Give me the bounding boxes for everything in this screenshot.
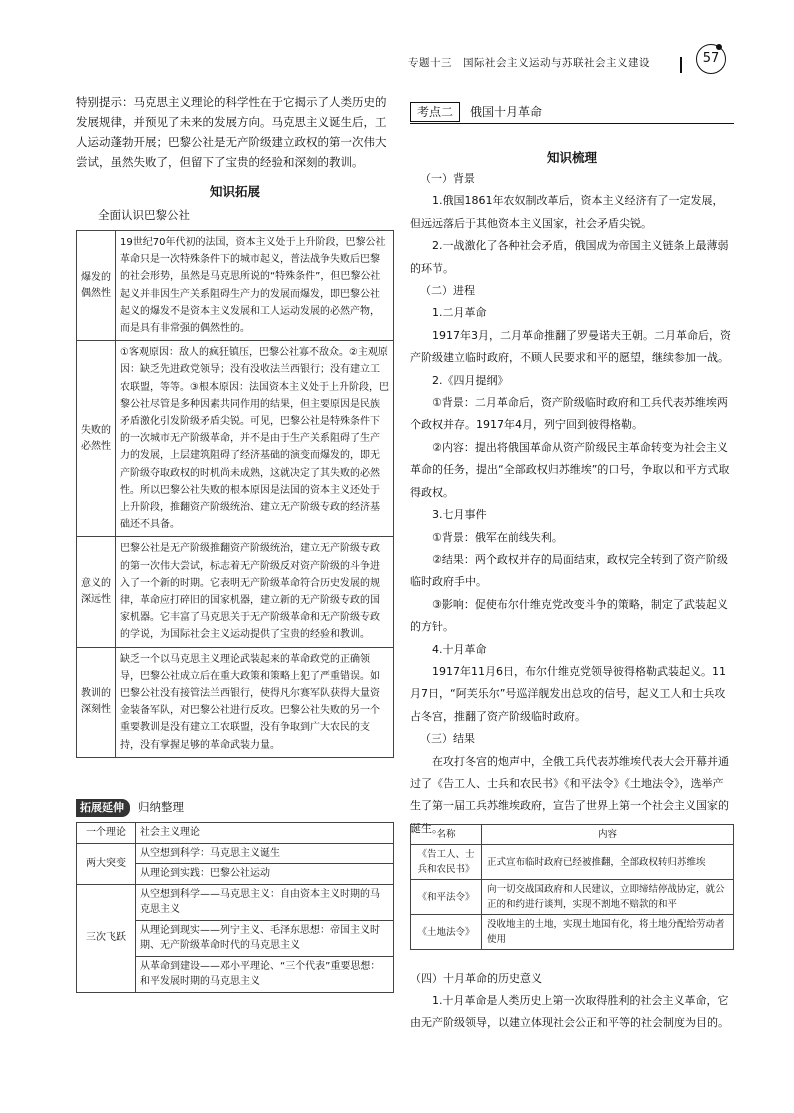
row-body: ①客观原因：敌人的疯狂镇压，巴黎公社寡不敌众。②主观原因：缺乏先进政党领导；没有没收法兰西银行；没有建立工农联盟，等等。③根本原因：法国资本主义处于上升阶段，巴黎公社尽管是多种因素共同作用的结果，但主要原因是民族矛盾激化引发阶级矛盾尖锐。可见，巴黎公社是特殊条件下的一次城市无产阶级革命，并不是由于生产关系阻碍了生产力的发展，上层建筑阻碍了经济基础的演变而爆发的，即无产阶级夺取政权的时机尚未成熟，这就决定了其失败的必然性。所以巴黎公社失败的根本原因是法国的资本主义还处于上升阶段，推翻资产阶级统治、建立无产阶级专政的经济基础还不具备。 [116, 341, 394, 537]
special-tip [76, 92, 394, 172]
row-body: 巴黎公社是无产阶级推翻资产阶级统治，建立无产阶级专政的第一次伟大尝试，标志着无产阶级反对资产阶级的斗争进入了一个新的时期。它表明无产阶级革命符合历史发展的规律，革命应打碎旧的国家机器，建立新的无产阶级专政的国家机器。它丰富了马克思关于无产阶级革命和无产阶级专政的学说，为国际社会主义运动提供了宝贵的经验和教训。 [116, 537, 394, 647]
summary-cell: 从理论到现实——列宁主义、毛泽东思想：帝国主义时期、无产阶级革命时代的马克思主义 [136, 920, 394, 956]
paragraph: 2.一战激化了各种社会矛盾，俄国成为帝国主义链条上最薄弱的环节。 [410, 239, 729, 275]
table-row [77, 231, 394, 341]
subheading: 4.十月革命 [432, 642, 487, 656]
extension-badge: 拓展延伸 [76, 799, 130, 817]
summary-table [76, 822, 394, 993]
row-head: 爆发的偶然性 [77, 231, 116, 341]
key-point-rule [410, 123, 734, 124]
table-row [411, 915, 734, 950]
key-point-box: 考点二 [410, 102, 460, 122]
table-row [411, 880, 734, 915]
paris-commune-table [76, 230, 394, 758]
summary-head: 一个理论 [77, 823, 136, 844]
paragraph: 在攻打冬宫的炮声中，全俄工兵代表苏维埃代表大会开幕并通过了《告工人、士兵和农民书》《和平法令》《土地法令》，选举产生了第一届工兵苏维埃政府，宣告了世界上第一个社会主义国家的诞生。 [410, 754, 729, 835]
running-header: 专题十三 国际社会主义运动与苏联社会主义建设 [408, 57, 650, 69]
row-head: 失败的必然性 [77, 341, 116, 537]
paragraph: ②内容：提出将俄国革命从资产阶级民主革命转变为社会主义革命的任务，提出“全部政权归苏维埃”的口号，争取以和平方式取得政权。 [410, 440, 730, 499]
table-row [411, 845, 734, 880]
table-header-row [411, 825, 734, 845]
table-row [77, 341, 394, 537]
summary-cell: 从革命到建设——邓小平理论、“三个代表”重要思想：和平发展时期的马克思主义 [136, 956, 394, 992]
paragraph: 1.十月革命是人类历史上第一次取得胜利的社会主义革命，它由无产阶级领导，以建立体现社会公正和平等的社会制度为目的。 [410, 994, 729, 1029]
subheading: 3.七月事件 [432, 508, 487, 522]
key-point-title: 俄国十月革命 [470, 105, 543, 119]
paragraph: ②结果：两个政权并存的局面结束，政权完全转到了资产阶级临时政府手中。 [410, 552, 728, 589]
row-head: 教训的深刻性 [77, 647, 116, 757]
section-heading: （三）结果 [420, 732, 475, 746]
section-heading: （四）十月革命的历史意义 [410, 972, 542, 985]
decree-table [410, 824, 734, 950]
paragraph: ③影响：促使布尔什维克党改变斗争的策略，制定了武装起义的方针。 [410, 597, 728, 634]
summary-cell: 从理论到实践：巴黎公社运动 [136, 864, 394, 885]
key-point-header [410, 102, 734, 124]
summary-head: 三次飞跃 [77, 884, 136, 992]
table-row [77, 884, 394, 920]
section-heading: （二）进程 [420, 284, 475, 298]
row-head: 意义的深远性 [77, 537, 116, 647]
table-row [77, 647, 394, 757]
decree-content: 正式宣布临时政府已经被推翻，全部政权转归苏维埃 [482, 845, 734, 880]
col-header-content: 内容 [482, 825, 734, 845]
subheading: 2.《四月提纲》 [432, 373, 509, 387]
summary-cell: 从空想到科学：马克思主义诞生 [136, 843, 394, 864]
table-row [77, 537, 394, 647]
decree-name: 《告工人、士兵和农民书》 [411, 845, 482, 880]
special-tip-text: 特别提示：马克思主义理论的科学性在于它揭示了人类历史的发展规律，并预见了未来的发展方向。马克思主义诞生后，工人运动蓬勃开展；巴黎公社是无产阶级建立政权的第一次伟大尝试，虽然失败了，但留下了宝贵的经验和深刻的教训。 [76, 95, 387, 169]
section-heading: （一）背景 [420, 172, 475, 185]
significance-section [410, 968, 734, 1034]
page-number-dot [716, 44, 722, 50]
summary-cell: 社会主义理论 [136, 823, 394, 844]
header-divider [680, 57, 682, 73]
row-body: 缺乏一个以马克思主义理论武装起来的革命政党的正确领导，巴黎公社成立后在重大政策和策略上犯了严重错误。如巴黎公社没有接管法兰西银行，使得凡尔赛军队获得大量资金装备军队，对巴黎公社进行反攻。巴黎公社失败的另一个重要教训是没有建立工农联盟，没有争取到广大农民的支持，没有掌握足够的革命武装力量。 [116, 647, 394, 757]
paris-commune-title: 全面认识巴黎公社 [98, 208, 190, 222]
knowledge-title: 知识梳理 [546, 150, 597, 165]
right-body [410, 168, 734, 840]
decree-name: 《和平法令》 [411, 880, 482, 915]
decree-content: 向一切交战国政府和人民建议，立即缔结停战协定，就公正的和约进行谈判，实现不割地不赔款的和平 [482, 880, 734, 915]
col-header-name: 名称 [411, 825, 482, 845]
paragraph: 1917年3月，二月革命推翻了罗曼诺夫王朝。二月革命后，资产阶级建立临时政府，不顾人民要求和平的愿望，继续参加一战。 [410, 328, 731, 365]
table-row [77, 823, 394, 844]
summary-head: 两大突变 [77, 843, 136, 884]
paragraph: ①背景：二月革命后，资产阶级临时政府和工兵代表苏维埃两个政权并存。1917年4月，列宁回到彼得格勒。 [410, 396, 728, 432]
summary-cell: 从空想到科学——马克思主义：自由资本主义时期的马克思主义 [136, 884, 394, 920]
decree-name: 《土地法令》 [411, 915, 482, 950]
paragraph: 1917年11月6日，布尔什维克党领导彼得格勒武装起义。11月7日，“阿芙乐尔”号巡洋舰发出总攻的信号，起义工人和士兵攻占冬宫，推翻了资产阶级临时政府。 [410, 664, 726, 723]
table-row [77, 843, 394, 864]
knowledge-ext-title: 知识拓展 [209, 184, 260, 199]
extension-bar [76, 799, 394, 817]
paragraph: 1.俄国1861年农奴制改革后，资本主义经济有了一定发展，但远远落后于其他资本主义国家，社会矛盾尖锐。 [410, 194, 724, 230]
row-body: 19世纪70年代初的法国，资本主义处于上升阶段，巴黎公社革命只是一次特殊条件下的城市起义，普法战争失败后巴黎的社会形势，虽然是马克思所说的“特殊条件”，但巴黎公社起义并非因生产关系阻碍生产力的发展而爆发，即巴黎公社起义的爆发不是资本主义发展和工人运动发展的必然产物，而是具有非常强的偶然性的。 [116, 231, 394, 341]
subheading: 1.二月革命 [432, 306, 487, 320]
extension-label: 归纳整理 [138, 800, 184, 814]
decree-content: 没收地主的土地，实现土地国有化，将土地分配给劳动者使用 [482, 915, 734, 950]
page-number: 57 [696, 44, 726, 74]
paragraph: ①背景：俄军在前线失利。 [432, 530, 563, 544]
